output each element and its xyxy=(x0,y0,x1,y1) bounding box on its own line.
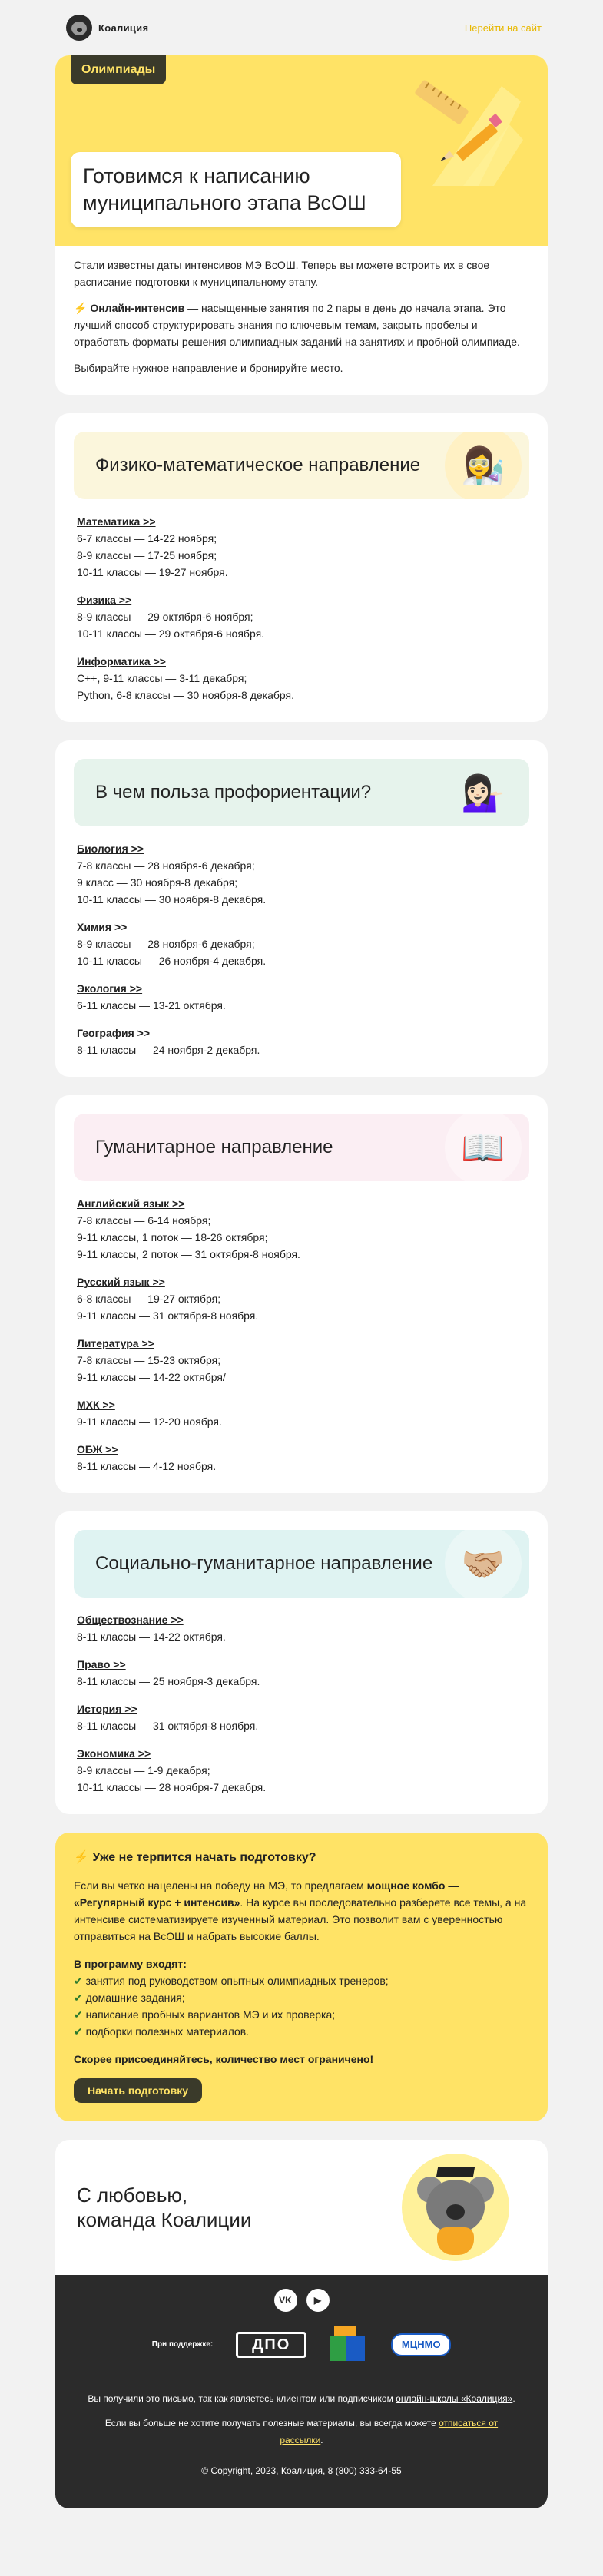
unsubscribe-notice xyxy=(86,2415,517,2449)
subject-link[interactable]: История >> xyxy=(77,1703,137,1715)
intensive-paragraph xyxy=(74,300,529,350)
logo[interactable] xyxy=(66,15,148,41)
phone-link[interactable]: 8 (800) 333-64-55 xyxy=(327,2465,402,2476)
school-link[interactable]: онлайн-школы «Коалиция» xyxy=(396,2393,513,2404)
start-preparation-button[interactable]: Начать подготовку xyxy=(74,2078,202,2103)
subject-block xyxy=(77,1611,526,1645)
subject-link[interactable]: Информатика >> xyxy=(77,655,166,667)
client-notice-end: . xyxy=(512,2393,515,2404)
category-badge: Олимпиады xyxy=(71,55,166,84)
cta-paragraph xyxy=(74,1877,529,1945)
schedule-line: 8-11 классы — 24 ноября-2 декабря. xyxy=(77,1044,260,1056)
subject-block xyxy=(77,513,526,581)
schedule-line: 8-11 классы — 4-12 ноября. xyxy=(77,1460,217,1472)
subject-link[interactable]: Экономика >> xyxy=(77,1747,151,1760)
schedule-line: 10-11 классы — 28 ноября-7 декабря. xyxy=(77,1781,267,1793)
intensive-text: — насыщенные занятия по 2 пары в день до начала этапа. Это лучший способ структурировать знания по ключевым темам, закрыть пробелы и отработать форматы решения олимпиадных заданий на занятиях и пробной олимпиаде. xyxy=(74,302,520,348)
copyright-text: © Copyright, 2023, Коалиция, xyxy=(201,2465,328,2476)
subject-block xyxy=(77,1396,526,1430)
online-intensive-link[interactable]: Онлайн-интенсив xyxy=(90,302,185,314)
schedule-line: 6-7 классы — 14-22 ноября; xyxy=(77,532,217,545)
subject-link[interactable]: Английский язык >> xyxy=(77,1197,185,1210)
subject-link[interactable]: Обществознание >> xyxy=(77,1614,184,1626)
program-title: В программу входят: xyxy=(74,1958,187,1970)
subject-link[interactable]: МХК >> xyxy=(77,1399,115,1411)
youtube-icon[interactable]: ▶ xyxy=(306,2289,330,2312)
direction-emoji-icon: 👩‍🔬 xyxy=(445,432,522,499)
program-item: ✔ занятия под руководством опытных олимпиадных тренеров; xyxy=(74,1972,529,1989)
direction-header xyxy=(74,759,529,826)
schedule-line: 8-9 классы — 17-25 ноября; xyxy=(77,549,217,561)
hero-banner xyxy=(55,55,548,246)
schedule-line: 10-11 классы — 26 ноября-4 декабря. xyxy=(77,955,267,967)
direction-card xyxy=(55,1095,548,1493)
schedule-line: 6-8 классы — 19-27 октября; xyxy=(77,1293,221,1305)
vk-icon[interactable]: VK xyxy=(274,2289,297,2312)
unsubscribe-link[interactable]: отписаться от рассылки xyxy=(280,2418,499,2445)
schedule-line: 7-8 классы — 15-23 октября; xyxy=(77,1354,221,1366)
unsubscribe-text: Если вы больше не хотите получать полезные материалы, вы всегда можете xyxy=(104,2418,439,2429)
cta-combo: мощное комбо — «Регулярный курс + интенсив» xyxy=(74,1879,459,1909)
subject-link[interactable]: Экология >> xyxy=(77,982,143,995)
dpo-logo: ДПО xyxy=(236,2332,306,2358)
schedule-line: 10-11 классы — 30 ноября-8 декабря. xyxy=(77,893,267,906)
schedule-line: 7-8 классы — 28 ноября-6 декабря; xyxy=(77,859,255,872)
subject-block xyxy=(77,1441,526,1475)
schedule-line: 8-11 классы — 25 ноября-3 декабря. xyxy=(77,1675,260,1687)
partners xyxy=(86,2326,517,2364)
subject-block xyxy=(77,1195,526,1263)
schedule-line: 10-11 классы — 19-27 ноября. xyxy=(77,566,228,578)
schedule-line: 9-11 классы — 14-22 октября/ xyxy=(77,1371,226,1383)
subject-block xyxy=(77,1335,526,1386)
direction-card xyxy=(55,413,548,722)
direction-emoji-icon: 🤝🏼 xyxy=(445,1530,522,1598)
signoff-card xyxy=(55,2140,548,2275)
cta-card xyxy=(55,1833,548,2121)
subject-list xyxy=(74,1611,529,1796)
subject-block xyxy=(77,1273,526,1324)
subject-block xyxy=(77,1745,526,1796)
client-notice xyxy=(86,2390,517,2407)
lightning-icon: ⚡ xyxy=(74,302,88,314)
subject-link[interactable]: Право >> xyxy=(77,1658,126,1670)
signoff-text xyxy=(77,2183,251,2232)
direction-title: В чем польза профориентации? xyxy=(95,782,372,803)
hero-title: Готовимся к написанию муниципального этапа ВсОШ xyxy=(71,152,401,227)
koala-logo-icon xyxy=(66,15,92,41)
subject-block xyxy=(77,1656,526,1690)
copyright xyxy=(86,2462,517,2479)
direction-title: Гуманитарное направление xyxy=(95,1137,333,1157)
client-notice-text: Вы получили это письмо, так как являетесь клиентом или подписчиком xyxy=(88,2393,396,2404)
signoff-line: С любовью, xyxy=(77,2184,188,2207)
unsubscribe-end: . xyxy=(320,2435,323,2445)
direction-emoji-icon: 💁🏻‍♀️ xyxy=(445,759,522,826)
social-links xyxy=(86,2289,517,2312)
schedule-line: 10-11 классы — 29 октября-6 ноября. xyxy=(77,627,265,640)
subject-list xyxy=(74,513,529,704)
subject-link[interactable]: ОБЖ >> xyxy=(77,1443,118,1455)
direction-card xyxy=(55,740,548,1077)
koala-mascot-icon xyxy=(402,2154,509,2261)
schedule-line: 9-11 классы, 1 поток — 18-26 октября; xyxy=(77,1231,268,1243)
choose-paragraph: Выбирайте нужное направление и бронируйте место. xyxy=(74,362,343,374)
direction-header xyxy=(74,1114,529,1181)
subject-list xyxy=(74,840,529,1058)
urgency-text: Скорее присоединяйтесь, количество мест ограничено! xyxy=(74,2053,374,2065)
hero-card xyxy=(55,55,548,395)
schedule-line: 7-8 классы — 6-14 ноября; xyxy=(77,1214,211,1227)
footer xyxy=(55,2275,548,2508)
direction-header xyxy=(74,1530,529,1598)
subject-block xyxy=(77,919,526,969)
cta-text-end: . На курсе вы последовательно разберете все темы, а на интенсиве систематизируете изученный материал. Это позволит вам с уверенностью отправиться на ВсОШ и набрать высокие баллы. xyxy=(74,1896,527,1942)
subject-block xyxy=(77,591,526,642)
subject-link[interactable]: Биология >> xyxy=(77,843,144,855)
program-item: ✔ домашние задания; xyxy=(74,1989,529,2006)
direction-title: Социально-гуманитарное направление xyxy=(95,1553,433,1574)
cta-text-start: Если вы четко нацелены на победу на МЭ, то предлагаем xyxy=(74,1879,367,1892)
schedule-line: С++, 9-11 классы — 3-11 декабря; xyxy=(77,672,247,684)
program-list xyxy=(74,1972,529,2040)
cta-title: ⚡ Уже не терпится начать подготовку? xyxy=(74,1851,316,1864)
cube-logo-icon xyxy=(330,2326,368,2364)
schedule-line: 8-9 классы — 1-9 декабря; xyxy=(77,1764,210,1776)
schedule-line: 9-11 классы — 12-20 ноября. xyxy=(77,1415,222,1428)
schedule-line: 8-11 классы — 14-22 октября. xyxy=(77,1631,226,1643)
header xyxy=(0,0,603,55)
subject-block xyxy=(77,980,526,1014)
subject-block xyxy=(77,653,526,704)
program-item: ✔ подборки полезных материалов. xyxy=(74,2023,529,2040)
schedule-line: 8-11 классы — 31 октября-8 ноября. xyxy=(77,1720,259,1732)
schedule-line: 9-11 классы, 2 поток — 31 октября-8 ноября. xyxy=(77,1248,300,1260)
go-to-site-link[interactable]: Перейти на сайт xyxy=(464,22,542,34)
program-item: ✔ написание пробных вариантов МЭ и их проверка; xyxy=(74,2006,529,2023)
subject-list xyxy=(74,1195,529,1475)
direction-card xyxy=(55,1511,548,1814)
schedule-line: 9 класс — 30 ноября-8 декабря; xyxy=(77,876,238,889)
ruler-pencil-icon xyxy=(386,71,525,194)
subject-block xyxy=(77,1700,526,1734)
partners-label: При поддержке: xyxy=(151,2340,214,2349)
subject-link[interactable]: Физика >> xyxy=(77,594,132,606)
subject-block xyxy=(77,1025,526,1058)
subject-block xyxy=(77,840,526,908)
subject-link[interactable]: Литература >> xyxy=(77,1337,154,1349)
schedule-line: 8-9 классы — 28 ноября-6 декабря; xyxy=(77,938,255,950)
schedule-line: 8-9 классы — 29 октября-6 ноября; xyxy=(77,611,253,623)
signoff-team: команда Коалиции xyxy=(77,2208,252,2231)
schedule-line: 9-11 классы — 31 октября-8 ноября. xyxy=(77,1310,259,1322)
direction-header xyxy=(74,432,529,499)
subject-link[interactable]: География >> xyxy=(77,1027,150,1039)
hero-body xyxy=(55,246,548,395)
schedule-line: Python, 6-8 классы — 30 ноября-8 декабря. xyxy=(77,689,294,701)
direction-emoji-icon: 📖 xyxy=(445,1114,522,1181)
subject-link[interactable]: Математика >> xyxy=(77,515,156,528)
directions-list xyxy=(0,413,603,1814)
intro-paragraph: Стали известны даты интенсивов МЭ ВсОШ. Теперь вы можете встроить их в свое расписание подготовки к муниципальному этапу. xyxy=(74,259,490,288)
logo-text: Коалиция xyxy=(98,22,149,34)
mcnmo-logo: МЦНМО xyxy=(391,2333,451,2356)
subject-link[interactable]: Русский язык >> xyxy=(77,1276,165,1288)
direction-title: Физико-математическое направление xyxy=(95,455,421,475)
schedule-line: 6-11 классы — 13-21 октября. xyxy=(77,999,226,1012)
subject-link[interactable]: Химия >> xyxy=(77,921,128,933)
